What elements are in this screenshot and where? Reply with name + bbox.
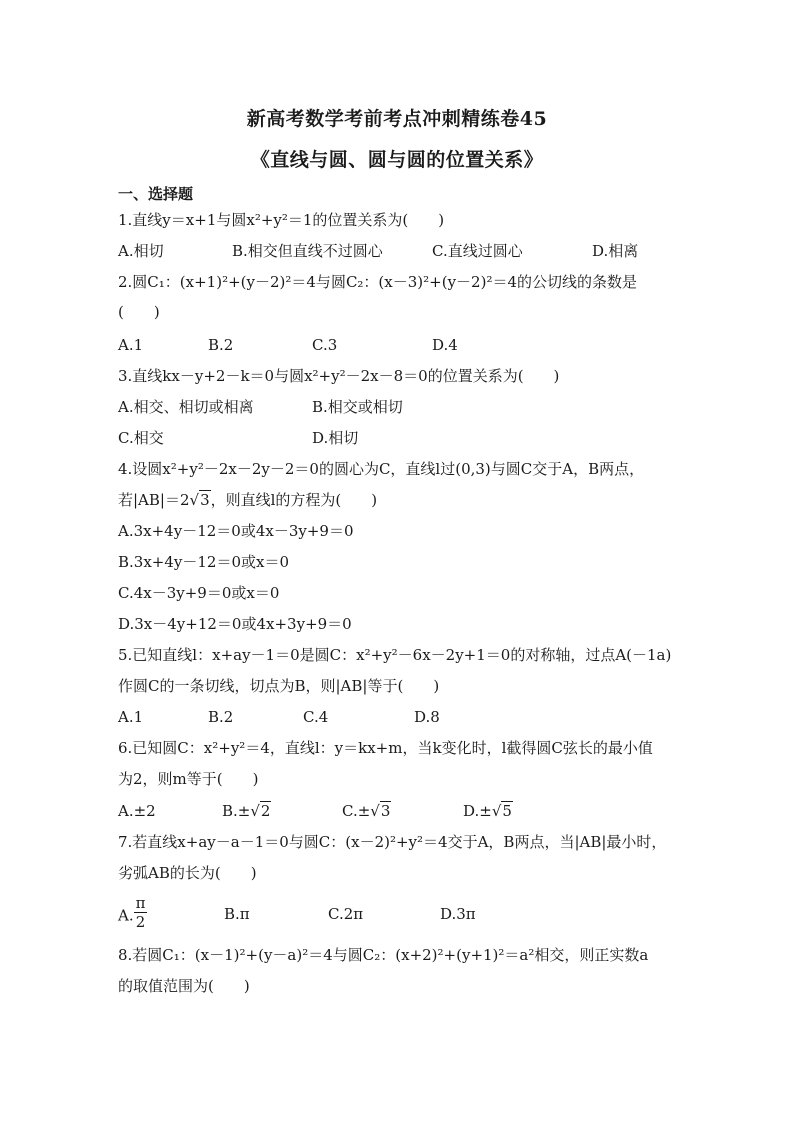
question-3-option-a: A.相交、相切或相离 xyxy=(118,398,254,416)
question-6-option-a: A.±2 xyxy=(118,802,156,820)
question-6-option-c xyxy=(342,801,391,821)
sqrt-radicand: 2 xyxy=(260,802,271,820)
question-7-stem-cont: 劣弧AB的长为( ) xyxy=(118,864,257,882)
question-7-option-c: C.2π xyxy=(328,905,364,923)
question-4-text-b: ，则直线l的方程为( ) xyxy=(210,491,378,509)
question-4-option-d: D.3x－4y+12＝0或4x+3y+9＝0 xyxy=(118,615,352,633)
section-heading: 一、选择题 xyxy=(118,185,194,203)
question-2-stem: 2.圆C₁：(x+1)²+(y－2)²＝4与圆C₂：(x－3)²+(y－2)²＝4的公切线的条数是 xyxy=(118,273,637,291)
option-c-prefix: C.± xyxy=(342,802,371,820)
question-7-option-b: B.π xyxy=(224,905,250,923)
question-6-option-d xyxy=(463,801,513,821)
question-5-stem: 5.已知直线l：x+ay－1＝0是圆C：x²+y²－6x－2y+1＝0的对称轴，过点A(－1a) xyxy=(118,646,672,664)
question-1-option-b: B.相交但直线不过圆心 xyxy=(232,242,383,260)
question-4-option-b: B.3x+4y－12＝0或x＝0 xyxy=(118,553,290,571)
question-4-option-c: C.4x－3y+9＝0或x＝0 xyxy=(118,584,280,602)
question-2-option-d: D.4 xyxy=(432,336,458,354)
question-1-option-a: A.相切 xyxy=(118,242,164,260)
fraction-denominator: 2 xyxy=(135,913,146,931)
question-4-text-a: 若|AB|＝2 xyxy=(118,491,190,509)
question-2-stem-cont: ( ) xyxy=(118,303,160,321)
sqrt-sign: √3 xyxy=(189,491,210,509)
question-8-stem-cont: 的取值范围为( ) xyxy=(118,977,250,995)
question-4-stem-cont xyxy=(118,490,377,510)
question-1-option-d: D.相离 xyxy=(592,242,639,260)
sqrt-sign: √3 xyxy=(370,802,391,820)
question-8-stem: 8.若圆C₁：(x－1)²+(y－a)²＝4与圆C₂：(x+2)²+(y+1)²＝a²相交，则正实数a xyxy=(118,946,649,964)
question-3-option-c: C.相交 xyxy=(118,429,164,447)
page-subtitle: 《直线与圆、圆与圆的位置关系》 xyxy=(250,149,544,171)
question-3-option-d: D.相切 xyxy=(312,429,359,447)
question-3-stem: 3.直线kx－y+2－k＝0与圆x²+y²－2x－8＝0的位置关系为( ) xyxy=(118,367,560,385)
sqrt-radicand: 5 xyxy=(502,802,512,820)
question-7-stem: 7.若直线x+ay－a－1＝0与圆C：(x－2)²+y²＝4交于A，B两点，当|AB|最小时， xyxy=(118,833,667,851)
question-4-option-a: A.3x+4y－12＝0或4x－3y+9＝0 xyxy=(118,522,354,540)
question-5-option-c: C.4 xyxy=(303,708,329,726)
question-5-option-d: D.8 xyxy=(414,708,440,726)
question-7-option-d: D.3π xyxy=(440,905,476,923)
question-2-option-b: B.2 xyxy=(208,336,234,354)
question-6-stem-cont: 为2，则m等于( ) xyxy=(118,770,259,788)
fraction xyxy=(134,894,148,931)
question-6-option-b xyxy=(222,801,271,821)
question-5-option-b: B.2 xyxy=(208,708,234,726)
fraction-numerator: π xyxy=(135,894,146,912)
question-2-option-c: C.3 xyxy=(312,336,338,354)
question-1-stem: 1.直线y＝x+1与圆x²+y²＝1的位置关系为( ) xyxy=(118,211,445,229)
question-1-option-c: C.直线过圆心 xyxy=(432,242,523,260)
option-d-prefix: D.± xyxy=(463,802,492,820)
option-a-prefix: A. xyxy=(118,906,134,925)
sqrt-sign: √5 xyxy=(491,802,512,820)
sqrt-radicand: 3 xyxy=(200,491,210,509)
question-2-option-a: A.1 xyxy=(118,336,144,354)
page-title: 新高考数学考前考点冲刺精练卷45 xyxy=(246,108,548,130)
question-5-option-a: A.1 xyxy=(118,708,144,726)
option-b-prefix: B.± xyxy=(222,802,251,820)
question-5-stem-cont: 作圆C的一条切线，切点为B，则|AB|等于( ) xyxy=(118,677,440,695)
question-3-option-b: B.相交或相切 xyxy=(312,398,403,416)
question-6-stem: 6.已知圆C：x²+y²＝4，直线l：y＝kx+m，当k变化时，l截得圆C弦长的最小值 xyxy=(118,739,653,757)
question-7-option-a xyxy=(118,894,147,935)
sqrt-sign: √2 xyxy=(250,802,271,820)
question-4-stem: 4.设圆x²+y²－2x－2y－2＝0的圆心为C，直线l过(0,3)与圆C交于A，B两点， xyxy=(118,460,645,478)
sqrt-radicand: 3 xyxy=(380,802,391,820)
